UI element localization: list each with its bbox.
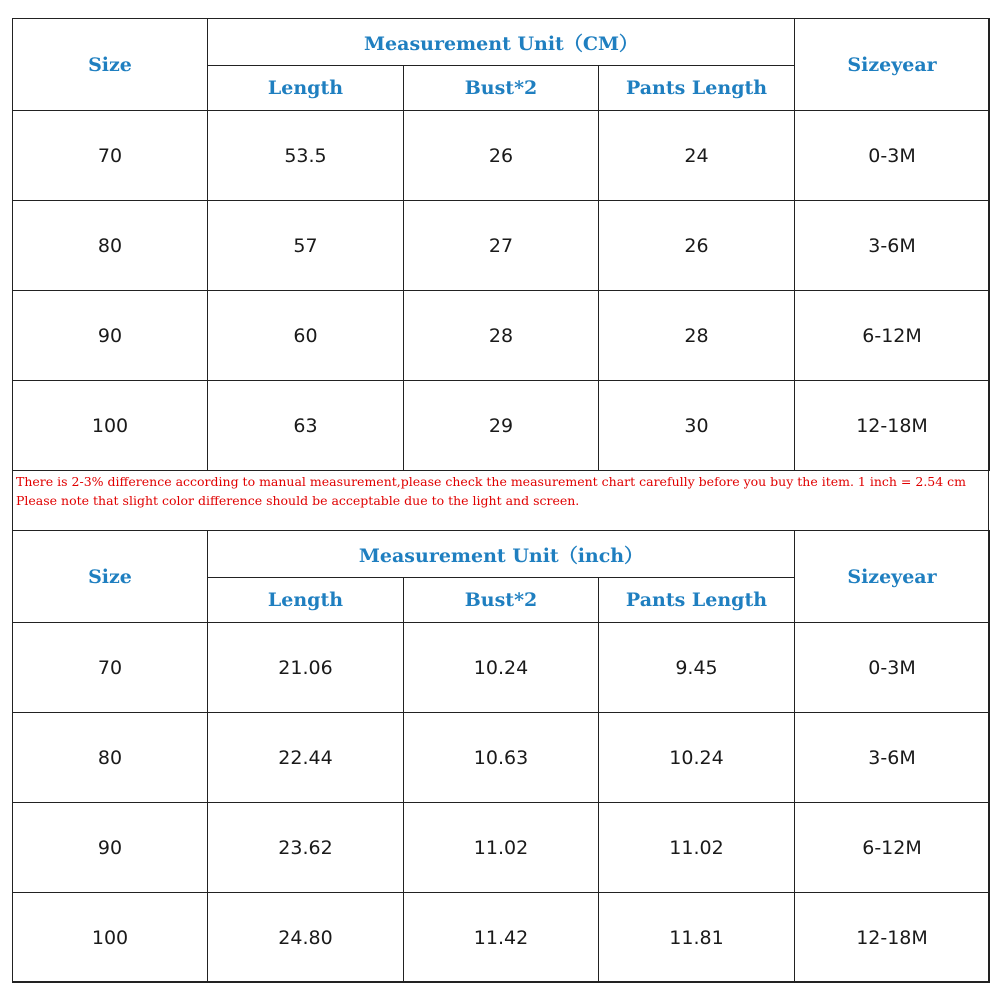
cell-bust: 26	[404, 111, 599, 201]
cell-size: 100	[13, 893, 208, 983]
cell-sizeyear: 0-3M	[795, 111, 990, 201]
header-pants-length: Pants Length	[599, 66, 795, 111]
cell-sizeyear: 0-3M	[795, 623, 990, 713]
cell-length: 22.44	[208, 713, 404, 803]
cell-length: 63	[208, 381, 404, 471]
header-length: Length	[208, 66, 404, 111]
cell-size: 80	[13, 713, 208, 803]
cell-bust: 10.63	[404, 713, 599, 803]
cell-sizeyear: 12-18M	[795, 893, 990, 983]
cell-length: 24.80	[208, 893, 404, 983]
cell-bust: 29	[404, 381, 599, 471]
cell-length: 57	[208, 201, 404, 291]
cell-length: 23.62	[208, 803, 404, 893]
header-bust: Bust*2	[404, 66, 599, 111]
cell-pants-length: 30	[599, 381, 795, 471]
cell-pants-length: 11.02	[599, 803, 795, 893]
cell-bust: 11.42	[404, 893, 599, 983]
cell-sizeyear: 3-6M	[795, 201, 990, 291]
cell-pants-length: 10.24	[599, 713, 795, 803]
cell-size: 70	[13, 111, 208, 201]
cell-pants-length: 24	[599, 111, 795, 201]
header-length: Length	[208, 578, 404, 623]
cell-bust: 28	[404, 291, 599, 381]
note-difference: There is 2-3% difference according to manual measurement,please check the measurement chart carefully before you buy the item. 1 inch = 2.54 cm	[16, 474, 967, 489]
cell-size: 90	[13, 291, 208, 381]
cell-size: 100	[13, 381, 208, 471]
cell-size: 90	[13, 803, 208, 893]
header-measurement-unit: Measurement Unit（inch）	[208, 531, 795, 578]
cell-bust: 10.24	[404, 623, 599, 713]
cell-sizeyear: 12-18M	[795, 381, 990, 471]
cell-length: 21.06	[208, 623, 404, 713]
header-sizeyear: Sizeyear	[795, 19, 990, 111]
cell-pants-length: 26	[599, 201, 795, 291]
cell-length: 60	[208, 291, 404, 381]
header-measurement-unit: Measurement Unit（CM）	[208, 19, 795, 66]
cell-size: 80	[13, 201, 208, 291]
cell-pants-length: 9.45	[599, 623, 795, 713]
header-sizeyear: Sizeyear	[795, 531, 990, 623]
cell-sizeyear: 6-12M	[795, 803, 990, 893]
header-pants-length: Pants Length	[599, 578, 795, 623]
cell-bust: 11.02	[404, 803, 599, 893]
header-size: Size	[13, 19, 208, 111]
note-color: Please note that slight color difference should be acceptable due to the light and screen.	[16, 493, 580, 508]
cell-pants-length: 11.81	[599, 893, 795, 983]
cell-bust: 27	[404, 201, 599, 291]
cell-pants-length: 28	[599, 291, 795, 381]
cell-sizeyear: 3-6M	[795, 713, 990, 803]
sheet-frame	[12, 18, 989, 982]
cell-sizeyear: 6-12M	[795, 291, 990, 381]
header-bust: Bust*2	[404, 578, 599, 623]
cell-length: 53.5	[208, 111, 404, 201]
header-size: Size	[13, 531, 208, 623]
cell-size: 70	[13, 623, 208, 713]
